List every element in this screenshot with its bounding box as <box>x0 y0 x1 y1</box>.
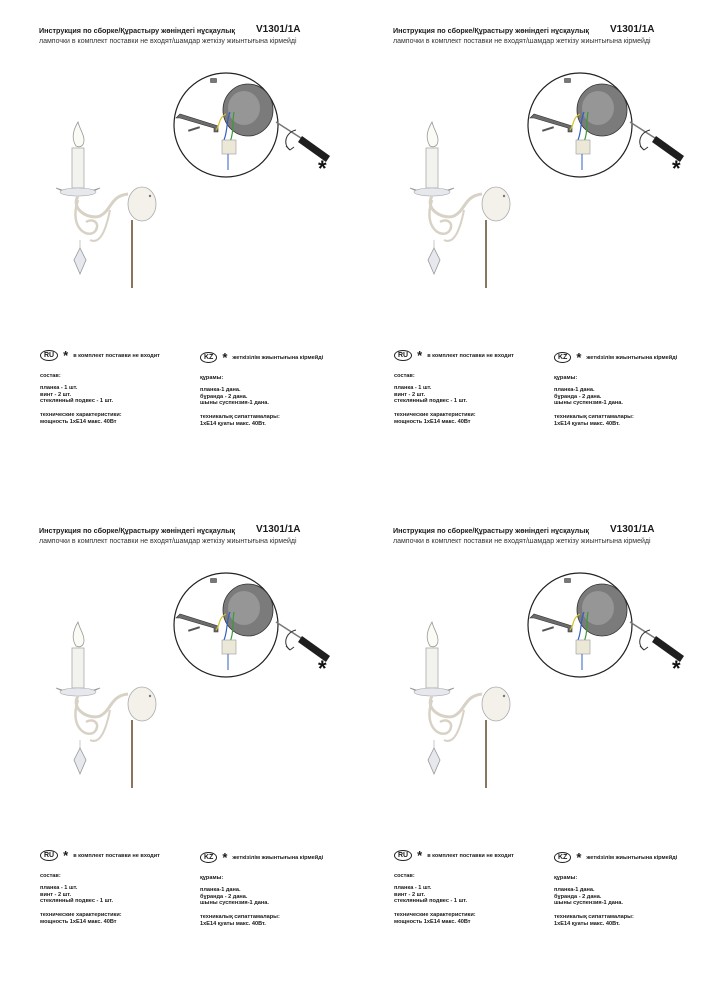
ru-composition-list <box>40 885 113 905</box>
kz-tech-heading: техникалық сипаттамалары: <box>200 914 280 920</box>
mounting-detail-diagram <box>522 70 692 180</box>
list-item: планка - 1 шт. <box>40 885 78 891</box>
ru-tech-specs <box>40 412 122 425</box>
kz-tech-value: 1хЕ14 қуаты макс. 40Вт. <box>200 420 266 427</box>
ru-badge: RU <box>394 350 412 361</box>
list-item: стеклянный подвес - 1 шт. <box>40 898 114 905</box>
ru-tech-heading: технические характеристики: <box>40 912 122 918</box>
kz-composition-list <box>554 887 623 907</box>
kz-header <box>554 349 678 365</box>
kz-star: * <box>222 349 228 365</box>
list-item: планка - 1 шт. <box>394 385 432 391</box>
wall-lamp-illustration <box>404 610 514 790</box>
detail-star: * <box>318 656 327 680</box>
ru-tech-specs <box>40 912 122 925</box>
mounting-detail-diagram <box>168 570 338 680</box>
kz-tech-heading: техникалық сипаттамалары: <box>200 414 280 420</box>
ru-tech-value: мощность 1хЕ14 макс. 40Вт <box>40 418 117 425</box>
model-number: V1301/1A <box>256 24 301 35</box>
ru-tech-heading: технические характеристики: <box>394 412 476 418</box>
ru-tech-value: мощность 1хЕ14 макс. 40Вт <box>394 418 471 425</box>
kz-tech-value: 1хЕ14 қуаты макс. 40Вт. <box>200 920 266 927</box>
ru-composition-list <box>394 385 467 405</box>
ru-tech-heading: технические характеристики: <box>40 412 122 418</box>
kz-star: * <box>576 349 582 365</box>
ru-tech-specs <box>394 912 476 925</box>
ru-note: в комплект поставки не входит <box>427 852 514 859</box>
instruction-panel <box>354 500 707 1000</box>
ru-composition-heading: состав: <box>40 373 61 379</box>
kz-note: жеткізілім жиынтығына кірмейді <box>586 854 678 861</box>
list-item: стеклянный подвес - 1 шт. <box>394 898 468 905</box>
wall-lamp-illustration <box>50 610 160 790</box>
detail-star: * <box>672 156 681 180</box>
ru-note: в комплект поставки не входит <box>73 352 160 359</box>
kz-header <box>200 849 324 865</box>
kz-star: * <box>576 849 582 865</box>
kz-tech-heading: техникалық сипаттамалары: <box>554 414 634 420</box>
instruction-title: Инструкция по сборке/Құрастыру жөніндегі нұсқаулық <box>393 26 589 35</box>
list-item: планка-1 дана. <box>200 887 241 893</box>
ru-composition-heading: состав: <box>40 873 61 879</box>
list-item: стеклянный подвес - 1 шт. <box>394 398 468 405</box>
kz-tech-specs <box>554 914 634 927</box>
ru-tech-value: мощность 1хЕ14 макс. 40Вт <box>40 918 117 925</box>
kz-badge: KZ <box>554 852 571 863</box>
kz-tech-heading: техникалық сипаттамалары: <box>554 914 634 920</box>
ru-header <box>394 347 514 363</box>
mounting-detail-diagram <box>168 70 338 180</box>
kz-tech-specs <box>200 914 280 927</box>
kz-composition-list <box>200 387 269 407</box>
instruction-title: Инструкция по сборке/Құрастыру жөніндегі нұсқаулық <box>39 526 235 535</box>
list-item: бұранда - 2 дана. <box>554 893 602 900</box>
list-item: планка-1 дана. <box>554 387 595 393</box>
kz-tech-value: 1хЕ14 қуаты макс. 40Вт. <box>554 920 620 927</box>
ru-header <box>40 347 160 363</box>
model-number: V1301/1A <box>256 524 301 535</box>
mounting-detail-diagram <box>522 570 692 680</box>
kz-note: жеткізілім жиынтығына кірмейді <box>232 854 324 861</box>
kz-note: жеткізілім жиынтығына кірмейді <box>586 354 678 361</box>
kz-composition-list <box>554 387 623 407</box>
ru-composition-heading: состав: <box>394 373 415 379</box>
list-item: планка-1 дана. <box>200 387 241 393</box>
ru-header <box>394 847 514 863</box>
kz-badge: KZ <box>200 852 217 863</box>
ru-composition-list <box>40 385 113 405</box>
list-item: шыны суспензия-1 дана. <box>200 900 269 907</box>
list-item: планка - 1 шт. <box>394 885 432 891</box>
ru-star: * <box>63 847 69 863</box>
detail-star: * <box>672 656 681 680</box>
list-item: винт - 2 шт. <box>40 891 72 898</box>
list-item: бұранда - 2 дана. <box>200 393 248 400</box>
instruction-panel <box>0 0 353 500</box>
ru-header <box>40 847 160 863</box>
model-number: V1301/1A <box>610 524 655 535</box>
bulbs-note: лампочки в комплект поставки не входят/шамдар жеткізу жиынтығына кірмейді <box>39 38 297 45</box>
model-number: V1301/1A <box>610 24 655 35</box>
kz-header <box>554 849 678 865</box>
list-item: бұранда - 2 дана. <box>554 393 602 400</box>
list-item: винт - 2 шт. <box>40 391 72 398</box>
list-item: шыны суспензия-1 дана. <box>554 900 623 907</box>
kz-composition-heading: құрамы: <box>200 375 224 381</box>
kz-badge: KZ <box>554 352 571 363</box>
bulbs-note: лампочки в комплект поставки не входят/шамдар жеткізу жиынтығына кірмейді <box>393 38 651 45</box>
instruction-title: Инструкция по сборке/Құрастыру жөніндегі нұсқаулық <box>393 526 589 535</box>
ru-star: * <box>417 347 423 363</box>
kz-note: жеткізілім жиынтығына кірмейді <box>232 354 324 361</box>
instruction-panel <box>0 500 353 1000</box>
ru-badge: RU <box>394 850 412 861</box>
list-item: бұранда - 2 дана. <box>200 893 248 900</box>
kz-badge: KZ <box>200 352 217 363</box>
list-item: стеклянный подвес - 1 шт. <box>40 398 114 405</box>
kz-tech-specs <box>554 414 634 427</box>
kz-tech-specs <box>200 414 280 427</box>
kz-star: * <box>222 849 228 865</box>
wall-lamp-illustration <box>50 110 160 290</box>
ru-note: в комплект поставки не входит <box>73 852 160 859</box>
ru-star: * <box>63 347 69 363</box>
list-item: планка - 1 шт. <box>40 385 78 391</box>
ru-composition-list <box>394 885 467 905</box>
list-item: винт - 2 шт. <box>394 891 426 898</box>
kz-composition-heading: құрамы: <box>554 375 578 381</box>
ru-badge: RU <box>40 350 58 361</box>
detail-star: * <box>318 156 327 180</box>
ru-composition-heading: состав: <box>394 873 415 879</box>
list-item: шыны суспензия-1 дана. <box>200 400 269 407</box>
instruction-panel <box>354 0 707 500</box>
ru-note: в комплект поставки не входит <box>427 352 514 359</box>
bulbs-note: лампочки в комплект поставки не входят/шамдар жеткізу жиынтығына кірмейді <box>39 538 297 545</box>
list-item: планка-1 дана. <box>554 887 595 893</box>
kz-composition-heading: құрамы: <box>554 875 578 881</box>
ru-badge: RU <box>40 850 58 861</box>
ru-tech-value: мощность 1хЕ14 макс. 40Вт <box>394 918 471 925</box>
kz-composition-list <box>200 887 269 907</box>
kz-tech-value: 1хЕ14 қуаты макс. 40Вт. <box>554 420 620 427</box>
ru-tech-heading: технические характеристики: <box>394 912 476 918</box>
instruction-title: Инструкция по сборке/Құрастыру жөніндегі нұсқаулық <box>39 26 235 35</box>
ru-tech-specs <box>394 412 476 425</box>
kz-composition-heading: құрамы: <box>200 875 224 881</box>
ru-star: * <box>417 847 423 863</box>
list-item: винт - 2 шт. <box>394 391 426 398</box>
kz-header <box>200 349 324 365</box>
wall-lamp-illustration <box>404 110 514 290</box>
list-item: шыны суспензия-1 дана. <box>554 400 623 407</box>
bulbs-note: лампочки в комплект поставки не входят/шамдар жеткізу жиынтығына кірмейді <box>393 538 651 545</box>
